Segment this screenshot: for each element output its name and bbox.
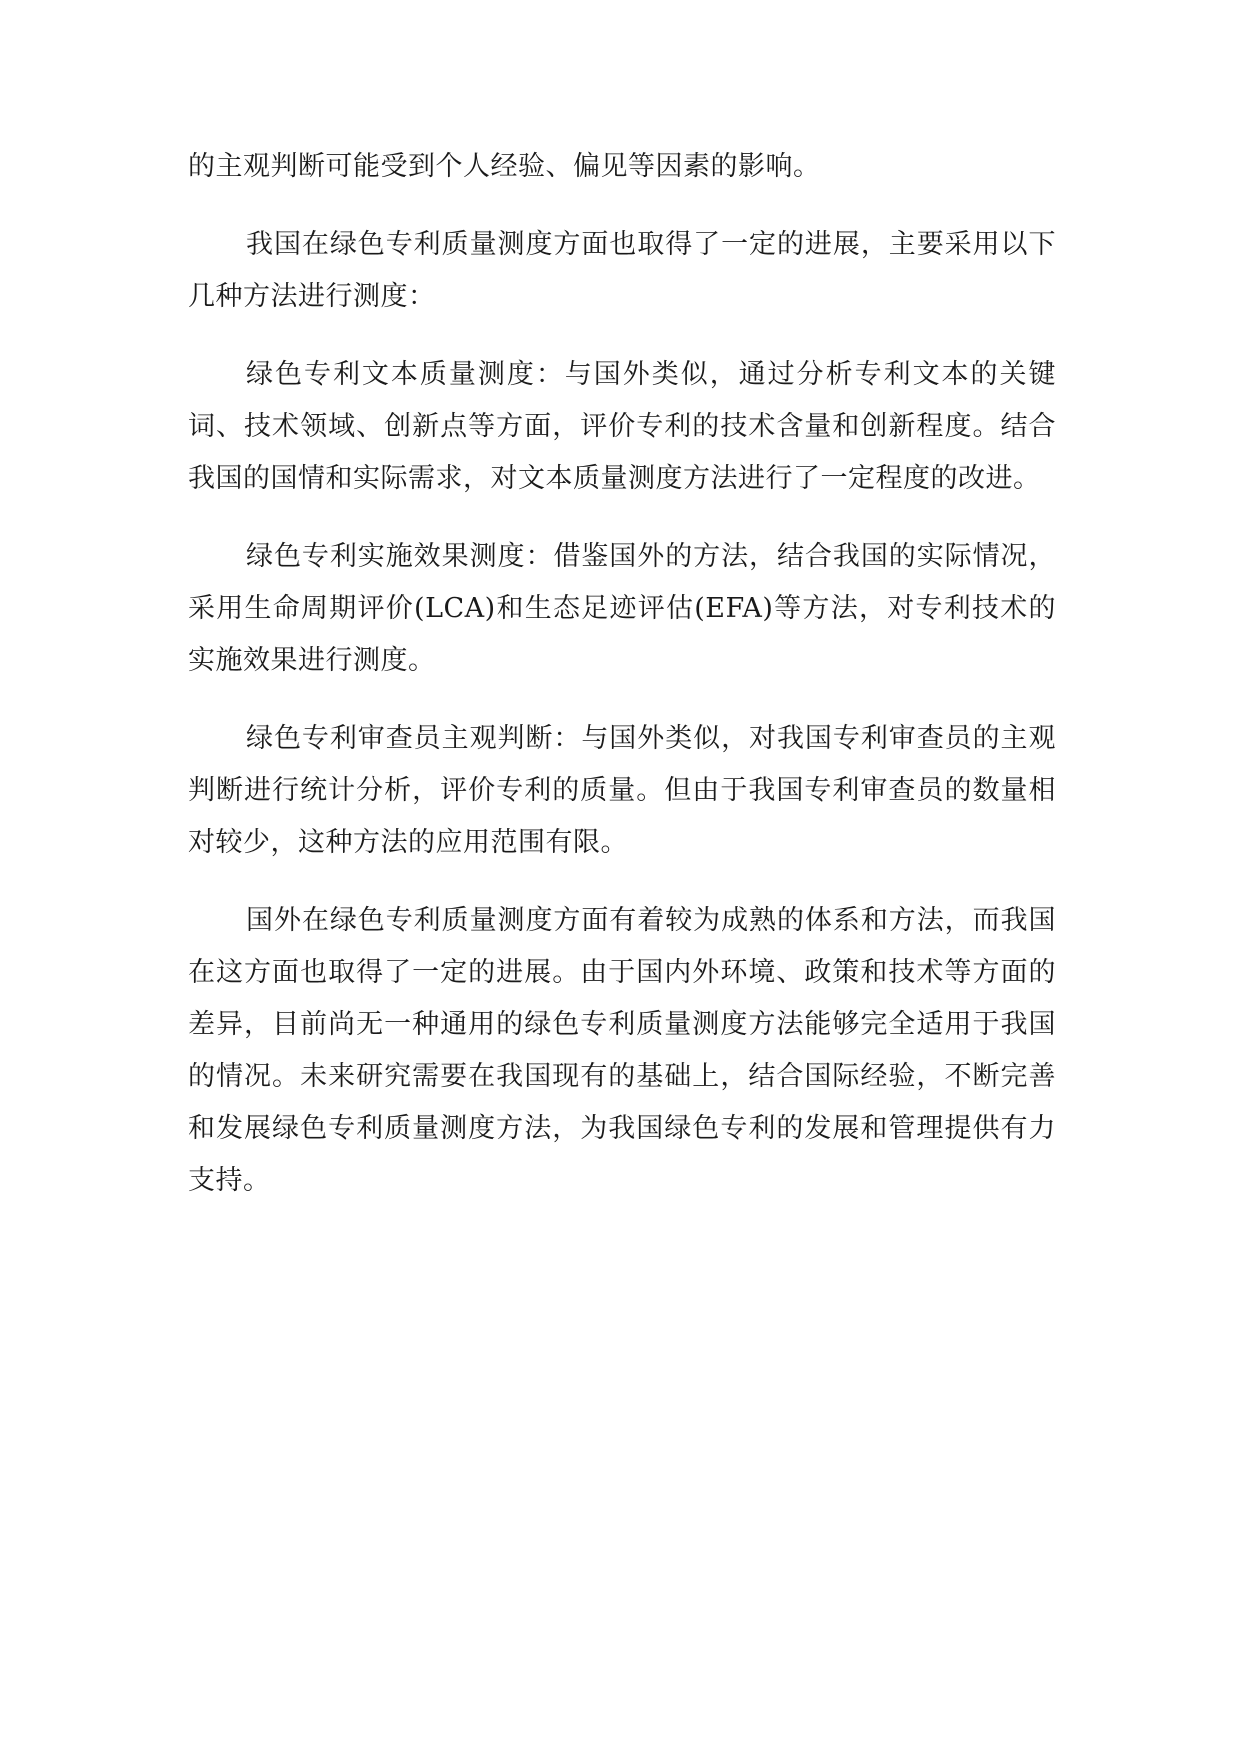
paragraph-continuation: 的主观判断可能受到个人经验、偏见等因素的影响。 — [188, 151, 821, 182]
paragraph-conclusion: 国外在绿色专利质量测度方面有着较为成熟的体系和方法，而我国在这方面也取得了一定的进展。由于国内外环境、政策和技术等方面的差异，目前尚无一种通用的绿色专利质量测度方法能够完全适用于我国的情况。未来研究需要在我国现有的基础上，结合国际经验，不断完善和发展绿色专利质量测度方法，为我国绿色专利的发展和管理提供有力支持。 — [188, 905, 1056, 1196]
paragraph-domestic-progress: 我国在绿色专利质量测度方面也取得了一定的进展，主要采用以下几种方法进行测度： — [188, 229, 1056, 312]
paragraph-text-quality: 绿色专利文本质量测度：与国外类似，通过分析专利文本的关键词、技术领域、创新点等方面，评价专利的技术含量和创新程度。结合我国的国情和实际需求，对文本质量测度方法进行了一定程度的改进。 — [188, 359, 1056, 494]
paragraph-examiner-judgment: 绿色专利审查员主观判断：与国外类似，对我国专利审查员的主观判断进行统计分析，评价专利的质量。但由于我国专利审查员的数量相对较少，这种方法的应用范围有限。 — [188, 723, 1056, 858]
paragraph-implementation-effect: 绿色专利实施效果测度：借鉴国外的方法，结合我国的实际情况，采用生命周期评价(LCA)和生态足迹评估(EFA)等方法，对专利技术的实施效果进行测度。 — [188, 541, 1056, 676]
document-body — [188, 141, 1056, 1207]
